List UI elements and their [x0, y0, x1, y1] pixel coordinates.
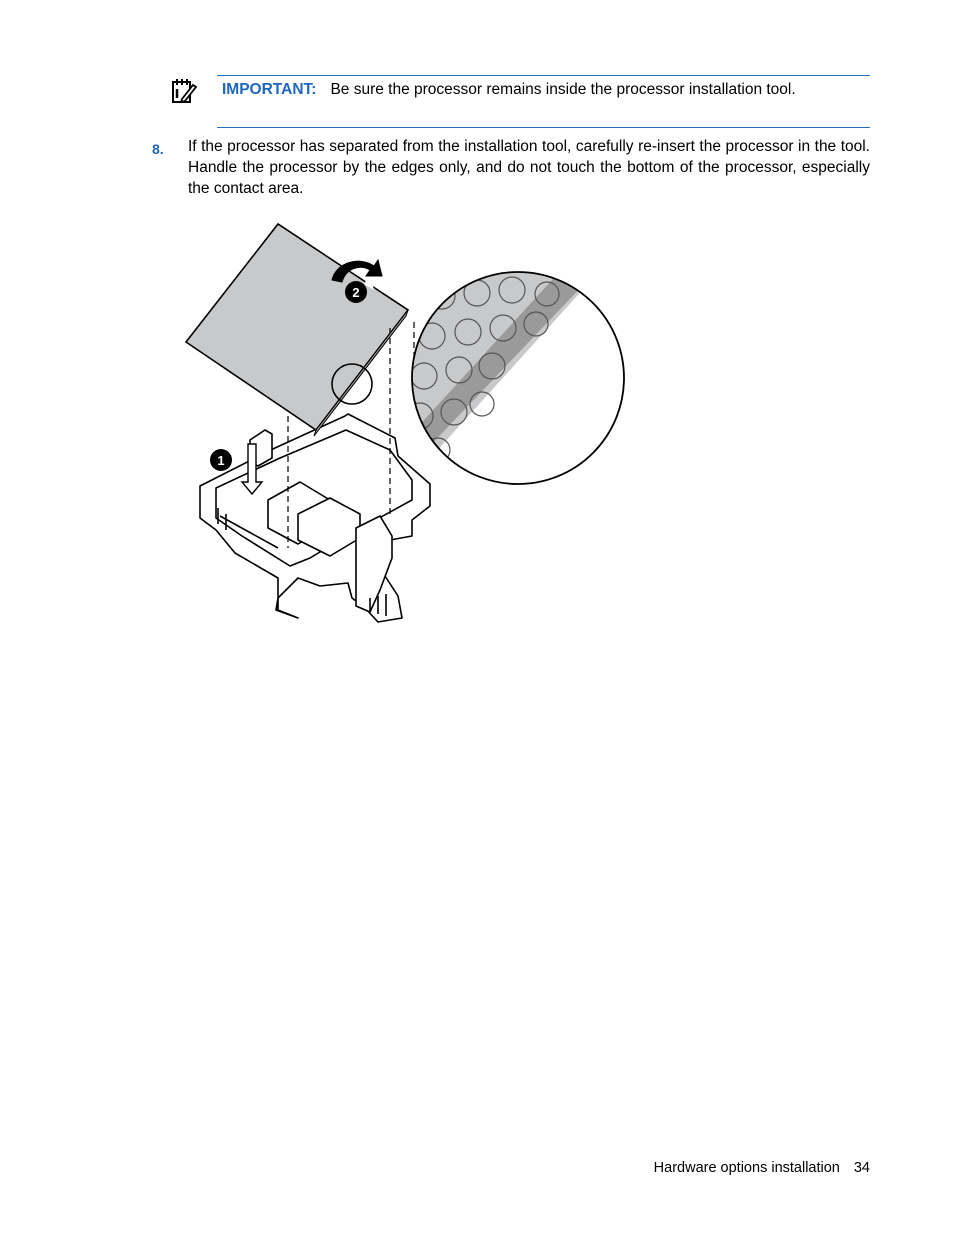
callout-1-label: 1: [217, 453, 225, 468]
step-number: 8.: [152, 141, 164, 157]
processor-drawing: [186, 224, 408, 430]
page-number: 34: [853, 1160, 870, 1176]
installation-tool-drawing: [200, 414, 430, 622]
zoom-detail-circle: [380, 258, 630, 508]
notice-bottom-rule: [217, 127, 870, 128]
important-notice: [222, 80, 796, 100]
important-notepad-icon: [170, 77, 198, 105]
page-footer: [654, 1158, 870, 1178]
notice-top-rule: [217, 75, 870, 76]
callout-2-label: 2: [352, 285, 360, 300]
step-text: If the processor has separated from the installation tool, carefully re-insert the processor in the tool. Handle the processor by the edges only, and do not touch the bottom of the processor, especially the contact area.: [188, 138, 870, 197]
important-label: IMPORTANT:: [222, 81, 317, 98]
important-text: Be sure the processor remains inside the processor installation tool.: [330, 81, 796, 98]
footer-section: Hardware options installation: [653, 1160, 840, 1176]
processor-installation-illustration: [180, 218, 630, 628]
